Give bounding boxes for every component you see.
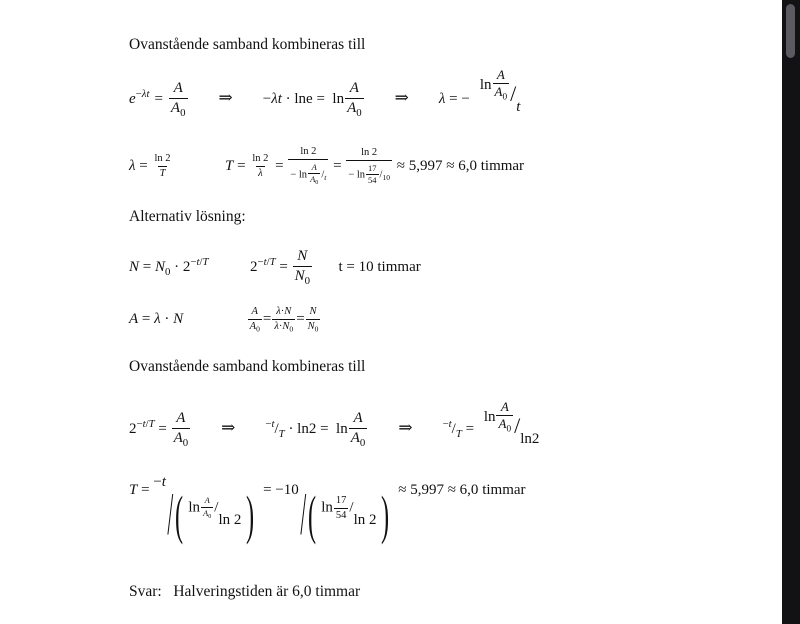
equation-halflife-final: T = $^{-t}$ /( ln $\frac{A}{A_0}$ /ln 2) = −10 /( ln $\frac{17}{54}$ /ln 2) ≈ 5,997 ≈ 6,0 timmar <box>129 473 526 547</box>
intro-text-2: Ovanstående samband kombineras till <box>129 358 366 375</box>
intro-text-1: Ovanstående samband kombineras till <box>129 36 366 53</box>
unit-2: timmar <box>482 481 526 498</box>
minus-ten: −10 <box>275 481 299 498</box>
t-given: t = 10 timmar <box>338 259 421 275</box>
scrollbar-thumb[interactable] <box>786 4 795 58</box>
answer-line <box>129 583 360 601</box>
result-approx-1: ≈ 5,997 ≈ 6,0 <box>396 157 477 174</box>
answer-text: Halveringstiden är 6,0 timmar <box>173 583 361 600</box>
equation-exponential: $N = N_0 \cdot 2^{-t/T}$ $2^{-t/T}$ = $\frac{N}{N_0}$ t = 10 timmar <box>129 248 421 287</box>
unit-1: timmar <box>480 157 525 174</box>
scrollbar-track[interactable] <box>782 0 800 624</box>
ln2-denominator: ln2 <box>520 431 540 447</box>
equation-halflife-combined: $2^{-t/T}$ = $\frac{A}{A_0}$ ⇒ $^{-t}/_T \cdot \ln 2 = \ln$ $\frac{A}{A_0}$ ⇒ $^{-t}/_T = \ln$ $\frac{A}{A_0}$ /ln2 <box>129 399 540 449</box>
ln2-final-1: ln 2 <box>218 511 242 528</box>
equation-halflife-1: λ = $\frac{\ln 2}{T}$ T = $\frac{\ln 2}{\lambda}$ = ln 2 − ln $\frac{A}{A_0}$ $/_t$ = ln 2 − ln $\frac{17}{54}$ $/_{10}$ ≈ 5,997 ≈ 6,0 timmar <box>129 146 525 187</box>
ln2-final-2: ln 2 <box>353 511 377 528</box>
fraction-den: 54 <box>335 510 347 521</box>
result-approx-2: ≈ 5,997 ≈ 6,0 <box>398 481 479 498</box>
answer-label: Svar: <box>129 583 162 600</box>
fraction-num: 17 <box>335 495 347 507</box>
alt-heading: Alternativ lösning: <box>129 208 246 225</box>
equation-activity: A = λ · N $\frac{A}{A_0}$ = $\frac{\lambda\cdot N}{\lambda\cdot N_0}$ = $\frac{N}{N_0}$ <box>129 306 319 334</box>
equation-decay-combined: $e^{-\lambda t}$ = $\frac{A}{A_0}$ ⇒ −λt · lne = ln $\frac{A}{A_0}$ ⇒ λ = −ln $\frac{A}{A_0}$ /t <box>129 67 521 119</box>
